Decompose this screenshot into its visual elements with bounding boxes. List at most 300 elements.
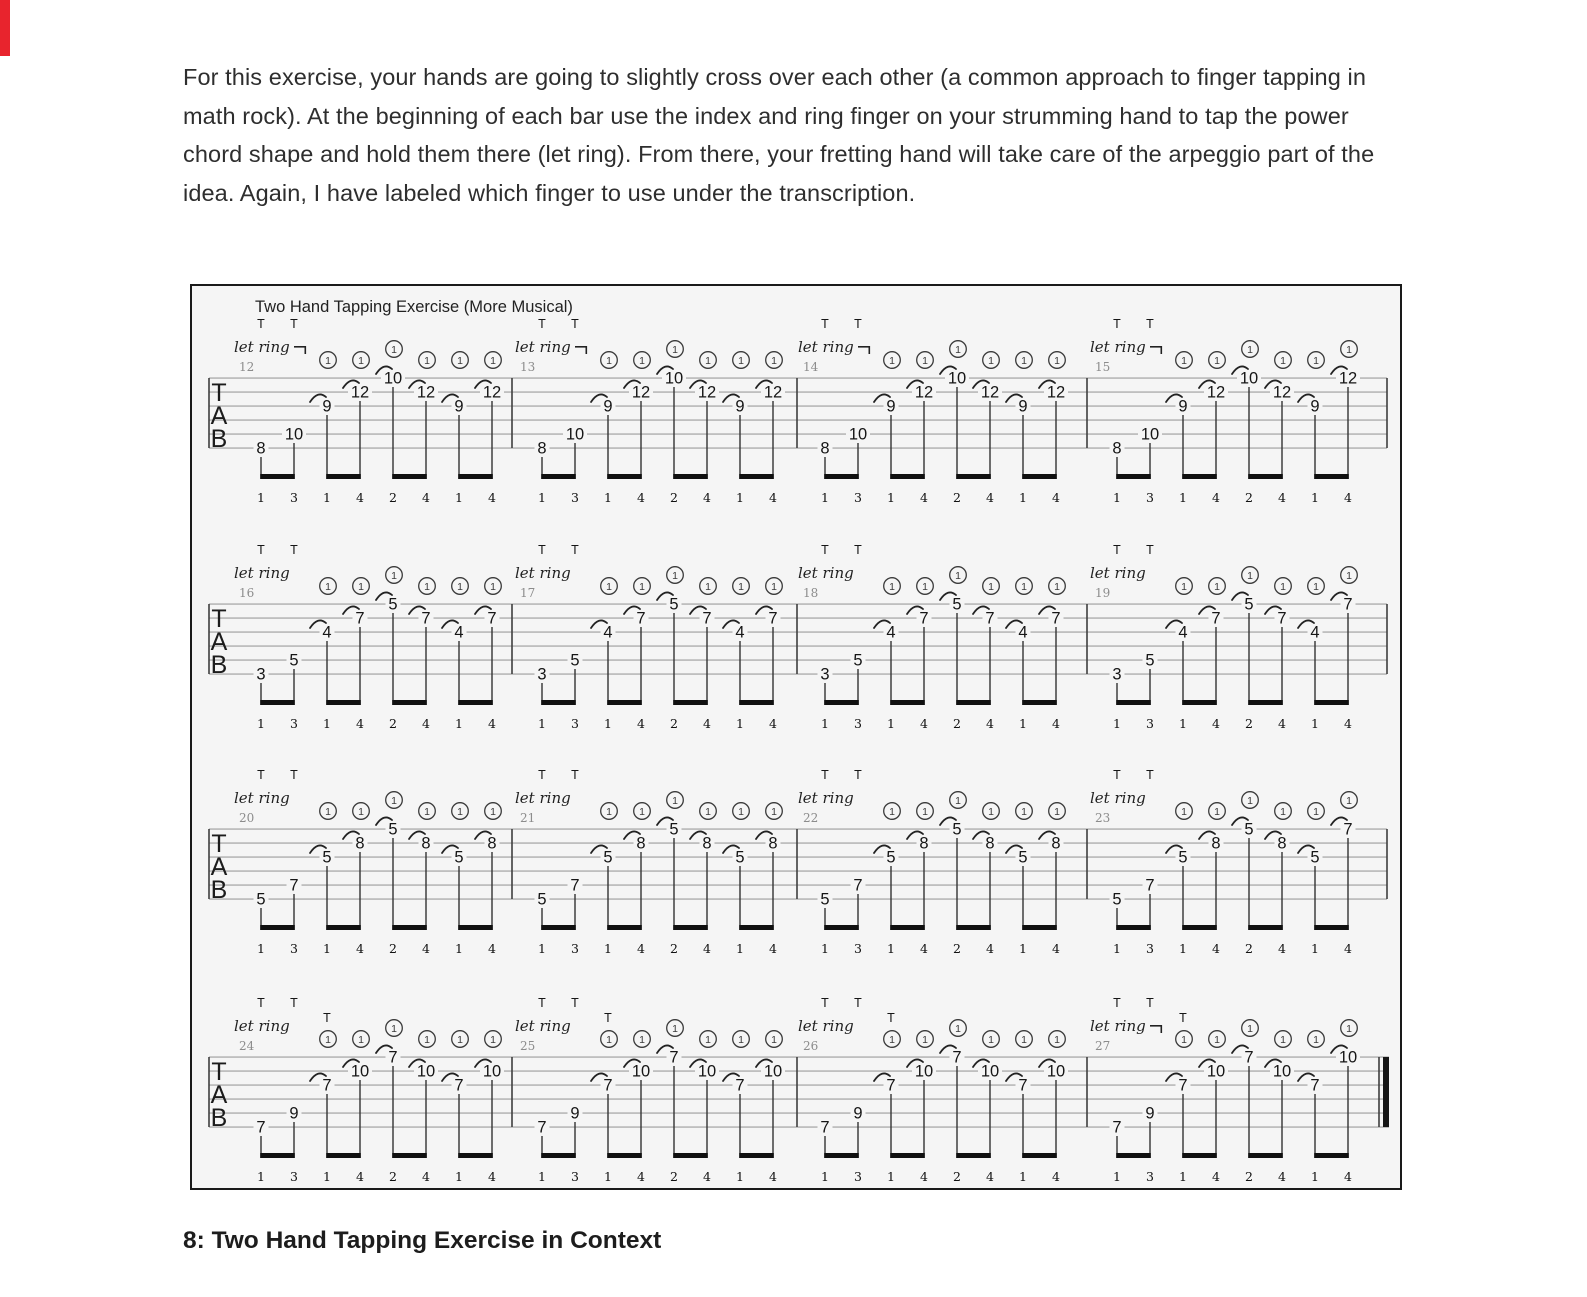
- svg-text:4: 4: [1178, 623, 1188, 642]
- svg-text:1: 1: [391, 1022, 397, 1035]
- svg-text:1: 1: [1280, 1033, 1286, 1046]
- svg-text:1: 1: [323, 941, 331, 956]
- svg-text:1: 1: [639, 1033, 645, 1046]
- svg-text:4: 4: [637, 490, 645, 505]
- svg-text:4: 4: [1212, 941, 1220, 956]
- svg-text:1: 1: [821, 490, 829, 505]
- svg-text:1: 1: [1313, 805, 1319, 818]
- svg-text:1: 1: [1021, 805, 1027, 818]
- svg-text:T: T: [211, 379, 227, 407]
- svg-text:2: 2: [953, 941, 961, 956]
- svg-text:10: 10: [416, 1062, 436, 1081]
- svg-text:7: 7: [388, 1048, 398, 1067]
- svg-text:8: 8: [421, 834, 431, 853]
- svg-text:4: 4: [986, 941, 994, 956]
- svg-text:21: 21: [520, 811, 536, 825]
- svg-text:4: 4: [422, 941, 430, 956]
- svg-text:1: 1: [1179, 716, 1187, 731]
- svg-text:1: 1: [1179, 1169, 1187, 1184]
- tab-figure: [190, 284, 1402, 1190]
- svg-text:2: 2: [389, 490, 397, 505]
- svg-text:T: T: [571, 996, 579, 1010]
- svg-text:10: 10: [1206, 1062, 1226, 1081]
- svg-text:2: 2: [1245, 941, 1253, 956]
- svg-text:1: 1: [1181, 354, 1187, 367]
- svg-text:2: 2: [389, 1169, 397, 1184]
- svg-text:1: 1: [325, 354, 331, 367]
- svg-text:4: 4: [920, 941, 928, 956]
- svg-text:1: 1: [1179, 490, 1187, 505]
- svg-text:4: 4: [488, 941, 496, 956]
- svg-text:9: 9: [570, 1104, 580, 1123]
- svg-text:1: 1: [1214, 1033, 1220, 1046]
- svg-text:T: T: [1146, 317, 1154, 331]
- svg-text:1: 1: [955, 1022, 961, 1035]
- svg-text:1: 1: [821, 716, 829, 731]
- svg-text:4: 4: [356, 716, 364, 731]
- svg-text:8: 8: [1051, 834, 1061, 853]
- svg-text:14: 14: [803, 360, 819, 374]
- svg-text:5: 5: [820, 890, 830, 909]
- svg-text:T: T: [538, 543, 546, 557]
- svg-text:T: T: [257, 996, 265, 1010]
- svg-text:7: 7: [1244, 1048, 1254, 1067]
- svg-text:4: 4: [1018, 623, 1028, 642]
- svg-text:12: 12: [482, 383, 502, 402]
- svg-text:1: 1: [988, 1033, 994, 1046]
- svg-text:5: 5: [1018, 848, 1028, 867]
- svg-text:T: T: [211, 605, 227, 633]
- svg-text:let ring: let ring: [798, 564, 854, 582]
- svg-text:1: 1: [457, 1033, 463, 1046]
- svg-text:3: 3: [1146, 716, 1154, 731]
- intro-paragraph: For this exercise, your hands are going to slightly cross over each other (a common approach to finger tapping in math rock). At the beginning of each bar use the index and ring finger on your strumming hand to tap the power chord shape and hold them there (let ring). From there, your fretting hand will take care of the arpeggio part of the idea. Again, I have labeled which finger to use under the transcription.: [183, 64, 1375, 206]
- svg-text:9: 9: [853, 1104, 863, 1123]
- svg-text:7: 7: [886, 1076, 896, 1095]
- svg-text:4: 4: [1278, 716, 1286, 731]
- svg-text:1: 1: [821, 1169, 829, 1184]
- svg-text:5: 5: [388, 595, 398, 614]
- svg-text:20: 20: [239, 811, 255, 825]
- svg-text:7: 7: [1018, 1076, 1028, 1095]
- svg-text:1: 1: [457, 580, 463, 593]
- svg-text:1: 1: [455, 941, 463, 956]
- svg-text:1: 1: [639, 580, 645, 593]
- svg-text:4: 4: [1052, 490, 1060, 505]
- svg-text:T: T: [1179, 1011, 1187, 1025]
- svg-text:1: 1: [738, 805, 744, 818]
- guitar-tab-notation: [192, 286, 1400, 1188]
- svg-text:1: 1: [1311, 490, 1319, 505]
- svg-text:1: 1: [1280, 805, 1286, 818]
- svg-text:1: 1: [955, 794, 961, 807]
- svg-text:4: 4: [422, 490, 430, 505]
- svg-text:3: 3: [854, 490, 862, 505]
- svg-text:8: 8: [820, 439, 830, 458]
- svg-text:18: 18: [803, 586, 819, 600]
- svg-text:A: A: [210, 1081, 228, 1109]
- svg-text:1: 1: [325, 805, 331, 818]
- svg-text:T: T: [211, 1058, 227, 1086]
- svg-text:5: 5: [1244, 820, 1254, 839]
- svg-text:T: T: [290, 317, 298, 331]
- svg-text:1: 1: [490, 580, 496, 593]
- svg-text:2: 2: [670, 716, 678, 731]
- svg-text:4: 4: [1212, 1169, 1220, 1184]
- svg-text:1: 1: [771, 354, 777, 367]
- svg-text:1: 1: [771, 580, 777, 593]
- svg-text:7: 7: [1211, 609, 1221, 628]
- svg-text:1: 1: [1019, 941, 1027, 956]
- svg-text:4: 4: [769, 1169, 777, 1184]
- svg-text:12: 12: [1046, 383, 1066, 402]
- svg-text:1: 1: [257, 1169, 265, 1184]
- svg-text:5: 5: [388, 820, 398, 839]
- svg-text:1: 1: [889, 580, 895, 593]
- svg-text:10: 10: [664, 369, 684, 388]
- svg-text:4: 4: [769, 716, 777, 731]
- svg-text:A: A: [210, 628, 228, 656]
- svg-text:1: 1: [889, 1033, 895, 1046]
- svg-text:T: T: [854, 768, 862, 782]
- svg-text:3: 3: [1146, 490, 1154, 505]
- svg-text:12: 12: [239, 360, 255, 374]
- svg-text:5: 5: [735, 848, 745, 867]
- svg-text:23: 23: [1095, 811, 1111, 825]
- svg-text:7: 7: [1145, 876, 1155, 895]
- svg-text:1: 1: [538, 716, 546, 731]
- svg-text:7: 7: [952, 1048, 962, 1067]
- svg-text:25: 25: [520, 1039, 536, 1053]
- svg-text:5: 5: [952, 820, 962, 839]
- svg-text:let ring: let ring: [515, 338, 571, 356]
- svg-text:1: 1: [922, 805, 928, 818]
- svg-text:1: 1: [1214, 354, 1220, 367]
- svg-text:T: T: [887, 1011, 895, 1025]
- svg-text:10: 10: [697, 1062, 717, 1081]
- svg-text:1: 1: [672, 569, 678, 582]
- svg-text:1: 1: [424, 805, 430, 818]
- svg-text:12: 12: [416, 383, 436, 402]
- svg-text:8: 8: [1277, 834, 1287, 853]
- svg-text:9: 9: [1145, 1104, 1155, 1123]
- svg-text:12: 12: [1338, 369, 1358, 388]
- svg-text:1: 1: [604, 941, 612, 956]
- svg-text:24: 24: [239, 1039, 255, 1053]
- svg-text:1: 1: [606, 580, 612, 593]
- svg-text:8: 8: [1211, 834, 1221, 853]
- svg-text:3: 3: [854, 716, 862, 731]
- svg-text:3: 3: [1146, 941, 1154, 956]
- svg-text:let ring: let ring: [515, 789, 571, 807]
- svg-text:let ring: let ring: [798, 789, 854, 807]
- svg-text:5: 5: [1178, 848, 1188, 867]
- svg-text:1: 1: [889, 805, 895, 818]
- svg-text:T: T: [571, 543, 579, 557]
- svg-text:5: 5: [289, 651, 299, 670]
- svg-text:1: 1: [736, 1169, 744, 1184]
- svg-text:3: 3: [571, 941, 579, 956]
- svg-text:8: 8: [985, 834, 995, 853]
- svg-text:1: 1: [391, 343, 397, 356]
- svg-text:B: B: [210, 1104, 228, 1132]
- svg-text:1: 1: [955, 343, 961, 356]
- svg-text:10: 10: [1272, 1062, 1292, 1081]
- svg-text:4: 4: [356, 941, 364, 956]
- svg-text:1: 1: [257, 941, 265, 956]
- svg-text:9: 9: [886, 397, 896, 416]
- svg-text:T: T: [290, 543, 298, 557]
- svg-text:12: 12: [350, 383, 370, 402]
- svg-text:1: 1: [325, 1033, 331, 1046]
- svg-text:7: 7: [1277, 609, 1287, 628]
- svg-text:1: 1: [1054, 805, 1060, 818]
- svg-text:1: 1: [1054, 1033, 1060, 1046]
- svg-text:3: 3: [290, 716, 298, 731]
- svg-text:10: 10: [284, 425, 304, 444]
- svg-text:10: 10: [631, 1062, 651, 1081]
- svg-text:1: 1: [988, 354, 994, 367]
- svg-text:let ring: let ring: [515, 564, 571, 582]
- svg-text:T: T: [1113, 317, 1121, 331]
- svg-text:4: 4: [1052, 1169, 1060, 1184]
- svg-text:9: 9: [289, 1104, 299, 1123]
- svg-text:5: 5: [669, 595, 679, 614]
- svg-text:4: 4: [703, 1169, 711, 1184]
- svg-text:12: 12: [980, 383, 1000, 402]
- svg-text:7: 7: [570, 876, 580, 895]
- svg-text:2: 2: [670, 1169, 678, 1184]
- svg-text:16: 16: [239, 586, 255, 600]
- svg-text:1: 1: [391, 794, 397, 807]
- svg-text:T: T: [1113, 996, 1121, 1010]
- svg-text:T: T: [571, 317, 579, 331]
- svg-text:1: 1: [1214, 805, 1220, 818]
- svg-text:1: 1: [1346, 1022, 1352, 1035]
- svg-text:12: 12: [631, 383, 651, 402]
- svg-text:T: T: [821, 543, 829, 557]
- svg-text:1: 1: [639, 805, 645, 818]
- svg-text:1: 1: [771, 805, 777, 818]
- svg-text:22: 22: [803, 811, 819, 825]
- svg-text:10: 10: [350, 1062, 370, 1081]
- svg-text:1: 1: [1181, 805, 1187, 818]
- svg-text:2: 2: [1245, 1169, 1253, 1184]
- svg-text:let ring: let ring: [1090, 338, 1146, 356]
- svg-text:1: 1: [887, 490, 895, 505]
- svg-text:1: 1: [391, 569, 397, 582]
- svg-text:5: 5: [1145, 651, 1155, 670]
- svg-text:4: 4: [886, 623, 896, 642]
- svg-text:15: 15: [1095, 360, 1111, 374]
- svg-text:4: 4: [1278, 1169, 1286, 1184]
- svg-text:3: 3: [290, 1169, 298, 1184]
- svg-text:1: 1: [457, 354, 463, 367]
- svg-text:1: 1: [1313, 354, 1319, 367]
- svg-text:7: 7: [487, 609, 497, 628]
- svg-text:T: T: [323, 1011, 331, 1025]
- svg-text:1: 1: [538, 1169, 546, 1184]
- svg-text:T: T: [257, 768, 265, 782]
- svg-text:4: 4: [1212, 490, 1220, 505]
- svg-text:8: 8: [768, 834, 778, 853]
- svg-text:4: 4: [986, 490, 994, 505]
- svg-text:9: 9: [735, 397, 745, 416]
- svg-text:1: 1: [1313, 1033, 1319, 1046]
- svg-text:7: 7: [421, 609, 431, 628]
- svg-text:2: 2: [953, 1169, 961, 1184]
- svg-text:4: 4: [637, 1169, 645, 1184]
- svg-text:let ring: let ring: [1090, 1017, 1146, 1035]
- svg-text:1: 1: [922, 1033, 928, 1046]
- svg-text:8: 8: [355, 834, 365, 853]
- svg-text:1: 1: [1113, 490, 1121, 505]
- svg-text:B: B: [210, 876, 228, 904]
- svg-text:4: 4: [1212, 716, 1220, 731]
- svg-text:7: 7: [537, 1118, 547, 1137]
- svg-text:let ring: let ring: [234, 564, 290, 582]
- svg-text:1: 1: [1054, 354, 1060, 367]
- svg-text:3: 3: [290, 941, 298, 956]
- svg-text:4: 4: [1310, 623, 1320, 642]
- svg-text:5: 5: [537, 890, 547, 909]
- svg-text:1: 1: [705, 580, 711, 593]
- svg-text:1: 1: [1311, 1169, 1319, 1184]
- svg-text:12: 12: [1272, 383, 1292, 402]
- svg-text:4: 4: [422, 1169, 430, 1184]
- svg-text:1: 1: [1247, 343, 1253, 356]
- svg-text:2: 2: [670, 490, 678, 505]
- svg-text:1: 1: [672, 343, 678, 356]
- svg-text:1: 1: [887, 941, 895, 956]
- svg-text:4: 4: [1278, 490, 1286, 505]
- svg-text:let ring: let ring: [798, 338, 854, 356]
- svg-text:12: 12: [914, 383, 934, 402]
- svg-text:7: 7: [454, 1076, 464, 1095]
- svg-text:T: T: [821, 768, 829, 782]
- svg-text:T: T: [290, 768, 298, 782]
- svg-text:2: 2: [389, 941, 397, 956]
- svg-text:10: 10: [482, 1062, 502, 1081]
- svg-text:7: 7: [1310, 1076, 1320, 1095]
- svg-text:1: 1: [736, 716, 744, 731]
- svg-text:4: 4: [703, 716, 711, 731]
- svg-text:T: T: [1146, 996, 1154, 1010]
- svg-text:T: T: [257, 543, 265, 557]
- svg-text:5: 5: [669, 820, 679, 839]
- svg-text:1: 1: [490, 354, 496, 367]
- svg-text:9: 9: [1310, 397, 1320, 416]
- svg-text:12: 12: [1206, 383, 1226, 402]
- svg-text:1: 1: [705, 1033, 711, 1046]
- svg-text:1: 1: [1179, 941, 1187, 956]
- svg-text:2: 2: [670, 941, 678, 956]
- svg-text:1: 1: [821, 941, 829, 956]
- svg-text:7: 7: [919, 609, 929, 628]
- svg-text:T: T: [821, 317, 829, 331]
- svg-text:7: 7: [289, 876, 299, 895]
- svg-text:9: 9: [1018, 397, 1028, 416]
- svg-text:3: 3: [290, 490, 298, 505]
- svg-text:27: 27: [1095, 1039, 1111, 1053]
- svg-text:7: 7: [256, 1118, 266, 1137]
- svg-text:1: 1: [358, 354, 364, 367]
- svg-text:7: 7: [1178, 1076, 1188, 1095]
- svg-text:4: 4: [488, 1169, 496, 1184]
- svg-text:10: 10: [947, 369, 967, 388]
- svg-text:let ring: let ring: [798, 1017, 854, 1035]
- svg-text:7: 7: [355, 609, 365, 628]
- svg-text:1: 1: [736, 941, 744, 956]
- svg-text:1: 1: [457, 805, 463, 818]
- svg-text:1: 1: [323, 490, 331, 505]
- svg-text:A: A: [210, 853, 228, 881]
- svg-text:7: 7: [1343, 820, 1353, 839]
- svg-text:1: 1: [736, 490, 744, 505]
- svg-text:17: 17: [520, 586, 536, 600]
- svg-text:9: 9: [454, 397, 464, 416]
- svg-text:1: 1: [358, 1033, 364, 1046]
- svg-text:1: 1: [424, 580, 430, 593]
- svg-text:4: 4: [769, 941, 777, 956]
- svg-text:1: 1: [1313, 580, 1319, 593]
- svg-text:4: 4: [1052, 716, 1060, 731]
- svg-text:1: 1: [922, 354, 928, 367]
- svg-text:T: T: [854, 996, 862, 1010]
- svg-text:1: 1: [1054, 580, 1060, 593]
- svg-text:1: 1: [1113, 941, 1121, 956]
- svg-text:8: 8: [702, 834, 712, 853]
- svg-text:1: 1: [889, 354, 895, 367]
- svg-text:T: T: [257, 317, 265, 331]
- svg-text:7: 7: [768, 609, 778, 628]
- svg-text:1: 1: [738, 580, 744, 593]
- svg-text:7: 7: [669, 1048, 679, 1067]
- svg-text:4: 4: [603, 623, 613, 642]
- svg-text:2: 2: [1245, 490, 1253, 505]
- svg-text:7: 7: [735, 1076, 745, 1095]
- svg-text:B: B: [210, 425, 228, 453]
- svg-text:1: 1: [358, 580, 364, 593]
- svg-text:12: 12: [763, 383, 783, 402]
- svg-text:4: 4: [920, 716, 928, 731]
- svg-text:1: 1: [1214, 580, 1220, 593]
- svg-text:5: 5: [256, 890, 266, 909]
- svg-text:9: 9: [322, 397, 332, 416]
- svg-text:T: T: [1113, 543, 1121, 557]
- svg-text:7: 7: [1051, 609, 1061, 628]
- svg-text:2: 2: [953, 716, 961, 731]
- svg-text:1: 1: [490, 1033, 496, 1046]
- svg-text:1: 1: [1021, 1033, 1027, 1046]
- svg-text:8: 8: [919, 834, 929, 853]
- svg-text:1: 1: [323, 716, 331, 731]
- svg-text:4: 4: [1278, 941, 1286, 956]
- svg-text:1: 1: [455, 1169, 463, 1184]
- svg-text:1: 1: [490, 805, 496, 818]
- svg-text:1: 1: [738, 1033, 744, 1046]
- svg-text:T: T: [604, 1011, 612, 1025]
- svg-text:1: 1: [1280, 354, 1286, 367]
- svg-text:7: 7: [636, 609, 646, 628]
- svg-text:8: 8: [537, 439, 547, 458]
- svg-text:1: 1: [257, 716, 265, 731]
- svg-text:1: 1: [538, 941, 546, 956]
- svg-text:1: 1: [1021, 580, 1027, 593]
- svg-text:1: 1: [922, 580, 928, 593]
- svg-text:1: 1: [1346, 569, 1352, 582]
- svg-text:10: 10: [1140, 425, 1160, 444]
